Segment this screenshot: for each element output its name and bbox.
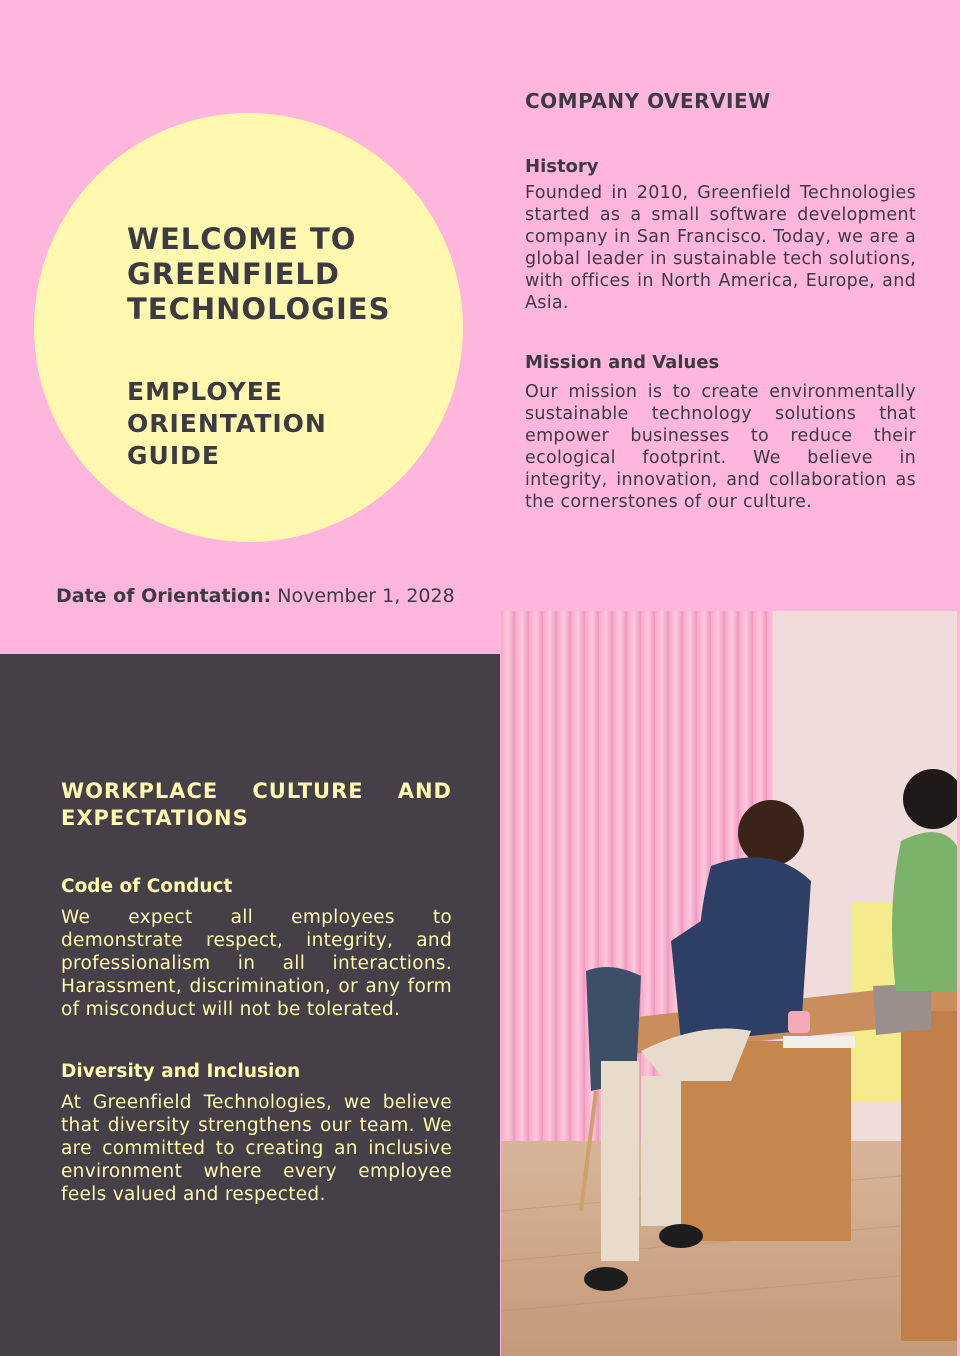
company-overview-section	[525, 88, 916, 513]
code-of-conduct-title: Code of Conduct	[61, 876, 233, 897]
hero-circle	[34, 113, 463, 542]
date-label: Date of Orientation:	[56, 585, 272, 607]
office-photo-illustration	[501, 611, 957, 1356]
history-text: Founded in 2010, Greenfield Technologies started as a small software development company in San Francisco. Today, we are a global leader in sustainable tech solutions, with offices in North America, Europe, and Asia.	[525, 183, 916, 313]
history-title: History	[525, 156, 599, 177]
workplace-culture-section	[61, 778, 452, 1206]
welcome-title: WELCOME TO GREENFIELD TECHNOLOGIES	[127, 222, 391, 326]
code-of-conduct-text: We expect all employees to demonstrate respect, integrity, and professionalism in all interactions. Harassment, discrimination, or any form of misconduct will not be tolerated.	[61, 907, 452, 1020]
workplace-culture-title: WORKPLACE CULTURE AND EXPECTATIONS	[61, 779, 452, 830]
mission-title: Mission and Values	[525, 352, 720, 373]
diversity-text: At Greenfield Technologies, we believe that diversity strengthens our team. We are committed to creating an inclusive environment where every employee feels valued and respected.	[61, 1092, 452, 1205]
orientation-date	[56, 584, 455, 608]
diversity-title: Diversity and Inclusion	[61, 1061, 301, 1082]
office-photo	[501, 611, 957, 1356]
guide-title: EMPLOYEE ORIENTATION GUIDE	[127, 377, 327, 470]
date-value: November 1, 2028	[277, 585, 455, 607]
mission-text: Our mission is to create environmentally sustainable technology solutions that empower businesses to reduce their ecological footprint. We believe in integrity, innovation, and collaboration as the cornerstones of our culture.	[525, 382, 916, 512]
company-overview-title: COMPANY OVERVIEW	[525, 89, 771, 113]
